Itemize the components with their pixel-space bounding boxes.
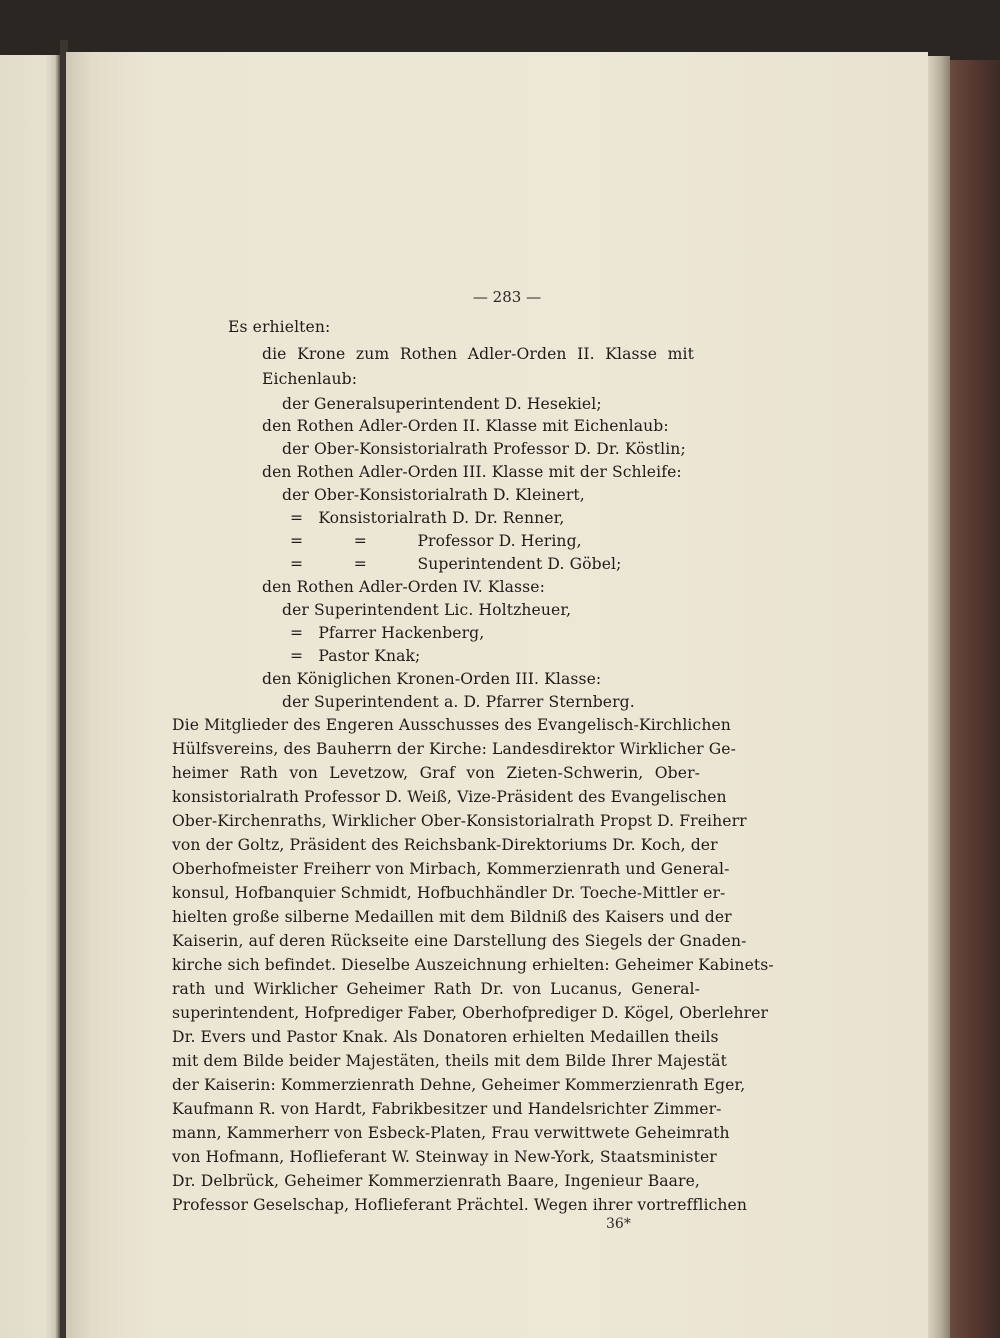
paragraph-line: mann, Kammerherr von Esbeck-Platen, Frau verwittwete Geheimrath	[172, 1124, 730, 1142]
paragraph-line: Oberhofmeister Freiherr von Mirbach, Kommerzienrath und General-	[172, 860, 730, 878]
award-recipient: der Generalsuperintendent D. Hesekiel;	[282, 395, 602, 413]
award-order: den Königlichen Kronen-Orden III. Klasse:	[262, 670, 602, 688]
paragraph-line: kirche sich befindet. Dieselbe Auszeichnung erhielten: Geheimer Kabinets-	[172, 956, 774, 974]
paragraph-line: Kaiserin, auf deren Rückseite eine Darstellung des Siegels der Gnaden-	[172, 932, 747, 950]
paragraph-line: von der Goltz, Präsident des Reichsbank-Direktoriums Dr. Koch, der	[172, 836, 718, 854]
award-order: den Rothen Adler-Orden II. Klasse mit Eichenlaub:	[262, 417, 669, 435]
award-order: die Krone zum Rothen Adler-Orden II. Klasse mit	[262, 345, 694, 363]
award-recipient: = = Superintendent D. Göbel;	[290, 555, 622, 573]
page-number: — 283 —	[472, 288, 542, 306]
paragraph-line: rath und Wirklicher Geheimer Rath Dr. von Lucanus, General-	[172, 980, 700, 998]
paragraph-line: Professor Geselschap, Hoflieferant Prächtel. Wegen ihrer vortrefflichen	[172, 1196, 747, 1214]
award-recipient: der Ober-Konsistorialrath Professor D. Dr. Köstlin;	[282, 440, 686, 458]
award-recipient: = = Professor D. Hering,	[290, 532, 582, 550]
award-recipient: = Pastor Knak;	[290, 647, 421, 665]
intro-heading: Es erhielten:	[228, 318, 331, 336]
award-order-continued: Eichenlaub:	[262, 370, 358, 388]
paragraph-line: von Hofmann, Hoflieferant W. Steinway in New-York, Staatsminister	[172, 1148, 717, 1166]
award-recipient: = Konsistorialrath D. Dr. Renner,	[290, 509, 565, 527]
book-page	[66, 52, 928, 1338]
award-recipient: der Superintendent Lic. Holtzheuer,	[282, 601, 572, 619]
paragraph-line: heimer Rath von Levetzow, Graf von Zieten-Schwerin, Ober-	[172, 764, 700, 782]
book-cover-edge	[950, 60, 1000, 1338]
award-order: den Rothen Adler-Orden IV. Klasse:	[262, 578, 545, 596]
paragraph-line: konsul, Hofbanquier Schmidt, Hofbuchhändler Dr. Toeche-Mittler er-	[172, 884, 726, 902]
award-recipient: der Ober-Konsistorialrath D. Kleinert,	[282, 486, 585, 504]
paragraph-line: der Kaiserin: Kommerzienrath Dehne, Geheimer Kommerzienrath Eger,	[172, 1076, 746, 1094]
paragraph-line: Kaufmann R. von Hardt, Fabrikbesitzer und Handelsrichter Zimmer-	[172, 1100, 722, 1118]
paragraph-line: Ober-Kirchenraths, Wirklicher Ober-Konsistorialrath Propst D. Freiherr	[172, 812, 747, 830]
paragraph-line: Die Mitglieder des Engeren Ausschusses des Evangelisch-Kirchlichen	[172, 716, 731, 734]
paragraph-line: mit dem Bilde beider Majestäten, theils mit dem Bilde Ihrer Majestät	[172, 1052, 727, 1070]
left-page-edge	[0, 55, 60, 1338]
paragraph-line: konsistorialrath Professor D. Weiß, Vize-Präsident des Evangelischen	[172, 788, 727, 806]
paragraph-line: hielten große silberne Medaillen mit dem Bildniß des Kaisers und der	[172, 908, 732, 926]
signature-mark: 36*	[606, 1216, 631, 1232]
paragraph-line: Dr. Delbrück, Geheimer Kommerzienrath Baare, Ingenieur Baare,	[172, 1172, 700, 1190]
paragraph-line: Hülfsvereins, des Bauherrn der Kirche: Landesdirektor Wirklicher Ge-	[172, 740, 737, 758]
award-recipient: der Superintendent a. D. Pfarrer Sternberg.	[282, 693, 635, 711]
award-order: den Rothen Adler-Orden III. Klasse mit der Schleife:	[262, 463, 682, 481]
paragraph-line: superintendent, Hofprediger Faber, Oberhofprediger D. Kögel, Oberlehrer	[172, 1004, 769, 1022]
award-recipient: = Pfarrer Hackenberg,	[290, 624, 485, 642]
paragraph-line: Dr. Evers und Pastor Knak. Als Donatoren erhielten Medaillen theils	[172, 1028, 719, 1046]
page-block-edge	[928, 56, 950, 1338]
